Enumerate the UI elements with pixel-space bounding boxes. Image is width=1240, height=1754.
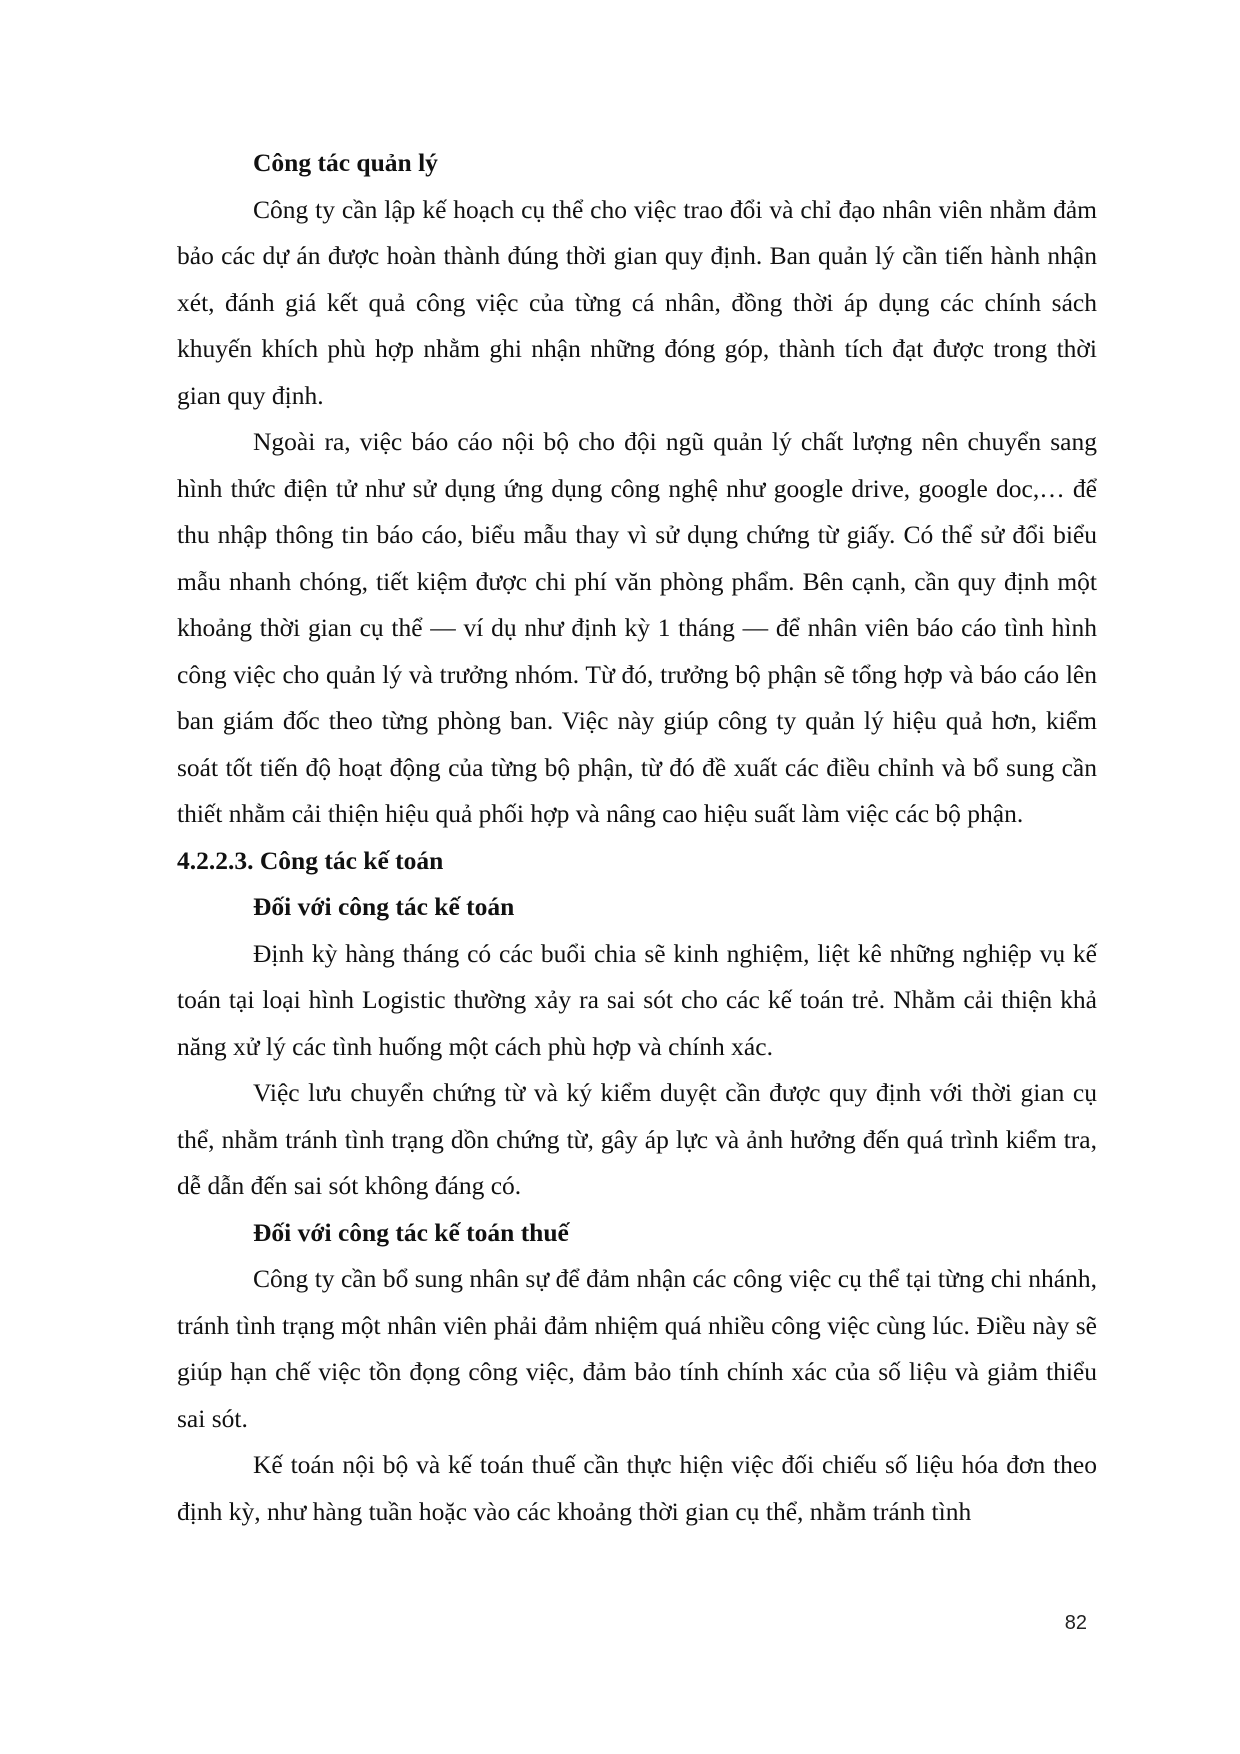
paragraph-tax-accounting-1: Công ty cần bổ sung nhân sự để đảm nhận các công việc cụ thể tại từng chi nhánh, tránh tình trạng một nhân viên phải đảm nhiệm quá nhiều công việc cùng lúc. Điều này sẽ giúp hạn chế việc tồn đọng công việc, đảm bảo tính chính xác của số liệu và giảm thiểu sai sót. — [177, 1264, 1097, 1433]
paragraph-general-accounting-1: Định kỳ hàng tháng có các buổi chia sẽ kinh nghiệm, liệt kê những nghiệp vụ kế toán tại loại hình Logistic thường xảy ra sai sót cho các kế toán trẻ. Nhằm cải thiện khả năng xử lý các tình huống một cách phù hợp và chính xác. — [177, 938, 1097, 1061]
heading-accounting-section: 4.2.2.3. Công tác kế toán — [177, 845, 444, 875]
paragraph-general-accounting-2: Việc lưu chuyển chứng từ và ký kiểm duyệt cần được quy định với thời gian cụ thể, nhằm tránh tình trạng dồn chứng từ, gây áp lực và ảnh hưởng đến quá trình kiểm tra, dễ dẫn đến sai sót không đáng có. — [177, 1078, 1097, 1200]
page-number: 82 — [1064, 1612, 1087, 1634]
page-body — [177, 140, 1097, 1535]
paragraph-management-2: Ngoài ra, việc báo cáo nội bộ cho đội ngũ quản lý chất lượng nên chuyển sang hình thức điện tử như sử dụng ứng dụng công nghệ như google drive, google doc,… để thu nhập thông tin báo cáo, biểu mẫu thay vì sử dụng chứng từ giấy. Có thể sử đổi biểu mẫu nhanh chóng, tiết kiệm được chi phí văn phòng phẩm. Bên cạnh, cần quy định một khoảng thời gian cụ thể — ví dụ như định kỳ 1 tháng — để nhân viên báo cáo tình hình công việc cho quản lý và trưởng nhóm. Từ đó, trưởng bộ phận sẽ tổng hợp và báo cáo lên ban giám đốc theo từng phòng ban. Việc này giúp công ty quản lý hiệu quả hơn, kiểm soát tốt tiến độ hoạt động của từng bộ phận, từ đó đề xuất các điều chỉnh và bổ sung cần thiết nhằm cải thiện hiệu quả phối hợp và nâng cao hiệu suất làm việc các bộ phận. — [177, 427, 1097, 828]
paragraph-management-1: Công ty cần lập kế hoạch cụ thể cho việc trao đổi và chỉ đạo nhân viên nhằm đảm bảo các dự án được hoàn thành đúng thời gian quy định. Ban quản lý cần tiến hành nhận xét, đánh giá kết quả công việc của từng cá nhân, đồng thời áp dụng các chính sách khuyến khích phù hợp nhằm ghi nhận những đóng góp, thành tích đạt được trong thời gian quy định. — [177, 194, 1097, 410]
heading-general-accounting: Đối với công tác kế toán — [253, 892, 515, 921]
paragraph-tax-accounting-2: Kế toán nội bộ và kế toán thuế cần thực hiện việc đối chiếu số liệu hóa đơn theo định kỳ, như hàng tuần hoặc vào các khoảng thời gian cụ thể, nhằm tránh tình — [177, 1450, 1097, 1526]
heading-tax-accounting: Đối với công tác kế toán thuế — [253, 1217, 569, 1247]
heading-management: Công tác quản lý — [253, 148, 438, 177]
